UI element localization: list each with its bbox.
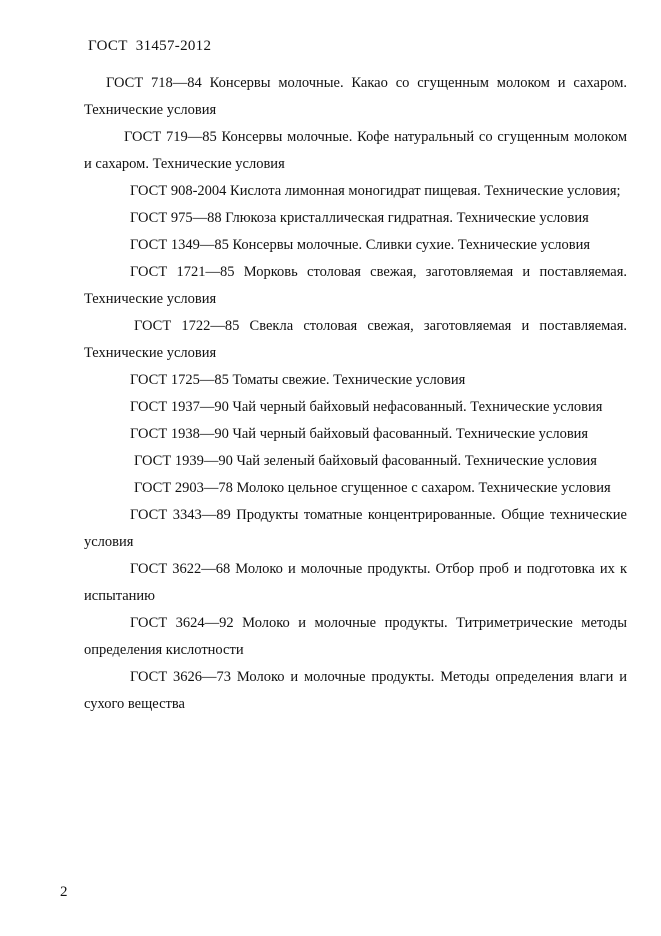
reference-entry: ГОСТ 2903—78 Молоко цельное сгущенное с сахаром. Технические условия: [134, 480, 611, 496]
document-header: ГОСТ 31457-2012: [88, 38, 212, 54]
reference-entry: ГОСТ 3624—92 Молоко и молочные продукты. Титриметрические методы определения кислотности: [84, 615, 627, 658]
reference-entry: ГОСТ 908-2004 Кислота лимонная моногидрат пищевая. Технические условия;: [130, 183, 621, 199]
reference-entry: ГОСТ 3622—68 Молоко и молочные продукты. Отбор проб и подготовка их к испытанию: [84, 561, 627, 604]
reference-entry: ГОСТ 1937—90 Чай черный байховый нефасованный. Технические условия: [130, 399, 603, 415]
page-number: 2: [60, 884, 68, 900]
reference-entry: ГОСТ 1349—85 Консервы молочные. Сливки сухие. Технические условия: [130, 237, 591, 253]
reference-entry: ГОСТ 975—88 Глюкоза кристаллическая гидратная. Технические условия: [130, 210, 589, 226]
reference-entry: ГОСТ 1725—85 Томаты свежие. Технические условия: [130, 372, 466, 388]
reference-entry: ГОСТ 718—84 Консервы молочные. Какао со сгущенным молоком и сахаром. Технические условия: [84, 75, 627, 118]
reference-entry: ГОСТ 1939—90 Чай зеленый байховый фасованный. Технические условия: [134, 453, 597, 469]
reference-entry: ГОСТ 719—85 Консервы молочные. Кофе натуральный со сгущенным молоком и сахаром. Технические условия: [84, 129, 627, 172]
reference-entry: ГОСТ 1722—85 Свекла столовая свежая, заготовляемая и поставляемая. Технические условия: [84, 318, 627, 361]
reference-entry: ГОСТ 3343—89 Продукты томатные концентрированные. Общие технические условия: [84, 507, 627, 550]
reference-entry: ГОСТ 1721—85 Морковь столовая свежая, заготовляемая и поставляемая. Технические условия: [84, 264, 627, 307]
reference-entry: ГОСТ 3626—73 Молоко и молочные продукты. Методы определения влаги и сухого вещества: [84, 669, 627, 712]
reference-entry: ГОСТ 1938—90 Чай черный байховый фасованный. Технические условия: [130, 426, 589, 442]
reference-list: [84, 70, 627, 718]
